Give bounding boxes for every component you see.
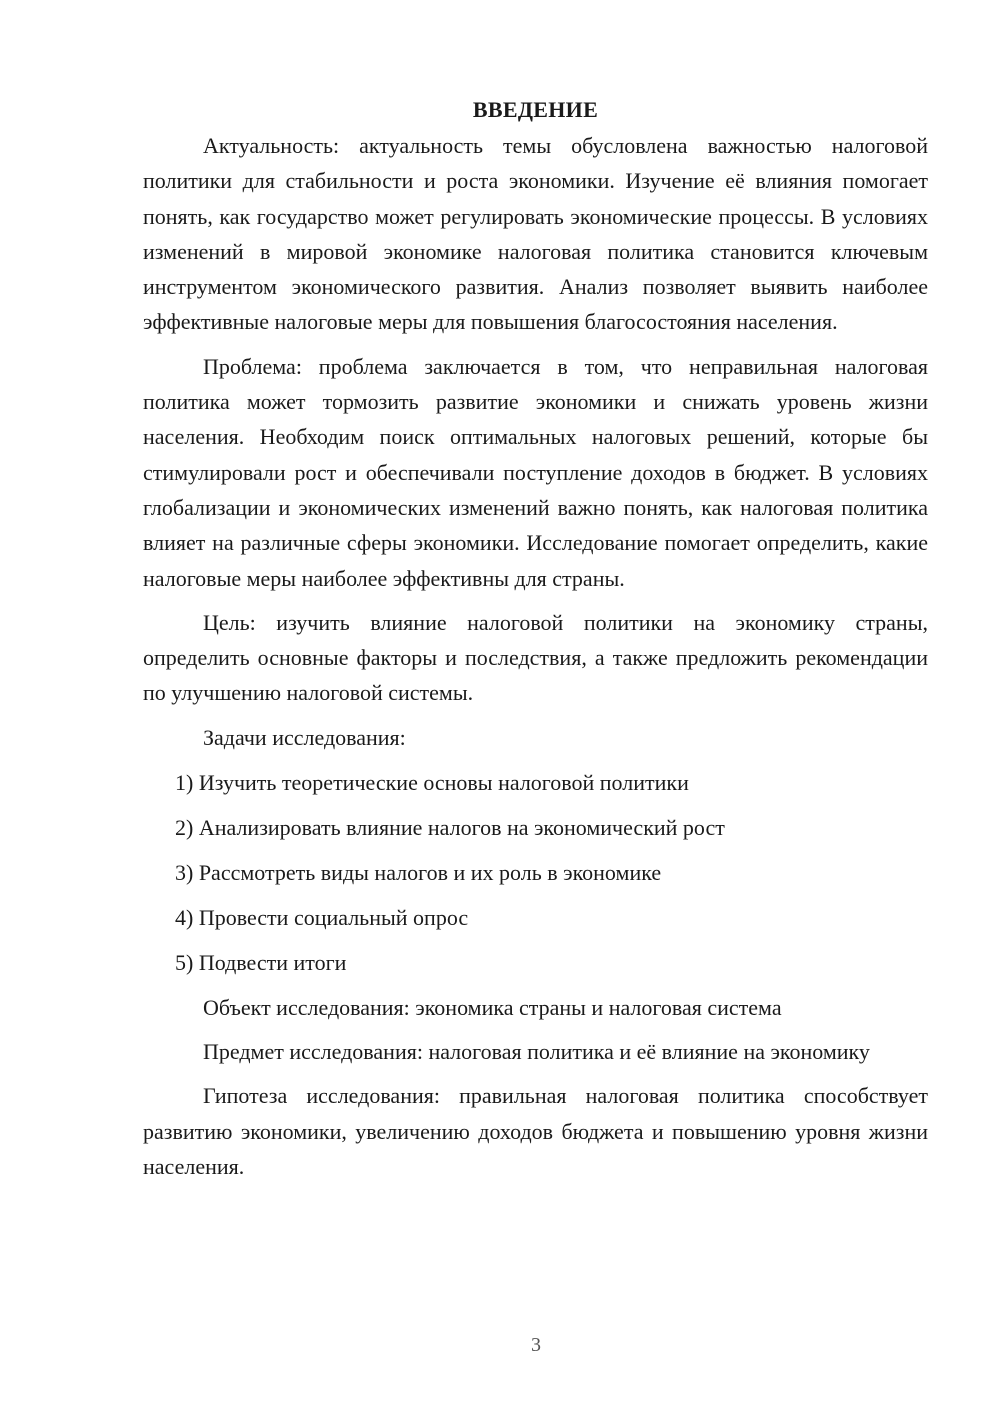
task-item: 3) Рассмотреть виды налогов и их роль в экономике: [175, 859, 662, 885]
paragraph-goal: Цель: изучить влияние налоговой политики на экономику страны, определить основные факторы и последствия, а также предложить рекомендации по улучшению налоговой системы.: [143, 609, 928, 706]
paragraph-subject: Предмет исследования: налоговая политика и её влияние на экономику: [203, 1039, 870, 1065]
paragraph-relevance: Актуальность: актуальность темы обусловлена важностью налоговой политики для стабильности и роста экономики. Изучение её влияния помогает понять, как государство может регулировать экономические процессы. В условиях изменений в мировой экономике налоговая политика становится ключевым инструментом экономического развития. Анализ позволяет выявить наиболее эффективные налоговые меры для повышения благосостояния населения.: [143, 133, 928, 335]
document-page: [143, 92, 928, 1193]
tasks-heading: Задачи исследования:: [203, 724, 406, 750]
page-number: 3: [531, 1334, 541, 1356]
task-item: 5) Подвести итоги: [175, 949, 347, 975]
task-item: 4) Провести социальный опрос: [175, 904, 469, 930]
task-item: 2) Анализировать влияние налогов на экономический рост: [175, 814, 725, 840]
paragraph-object: Объект исследования: экономика страны и налоговая система: [203, 994, 782, 1020]
task-item: 1) Изучить теоретические основы налоговой политики: [175, 769, 689, 795]
page-title: ВВЕДЕНИЕ: [472, 97, 599, 122]
paragraph-problem: Проблема: проблема заключается в том, что неправильная налоговая политика может тормозить развитие экономики и снижать уровень жизни населения. Необходим поиск оптимальных налоговых решений, которые бы стимулировали рост и обеспечивали поступление доходов в бюджет. В условиях глобализации и экономических изменений важно понять, как налоговая политика влияет на различные сферы экономики. Исследование помогает определить, какие налоговые меры наиболее эффективны для страны.: [143, 353, 928, 591]
paragraph-hypothesis: Гипотеза исследования: правильная налоговая политика способствует развитию экономики, увеличению доходов бюджета и повышению уровня жизни населения.: [143, 1083, 928, 1179]
